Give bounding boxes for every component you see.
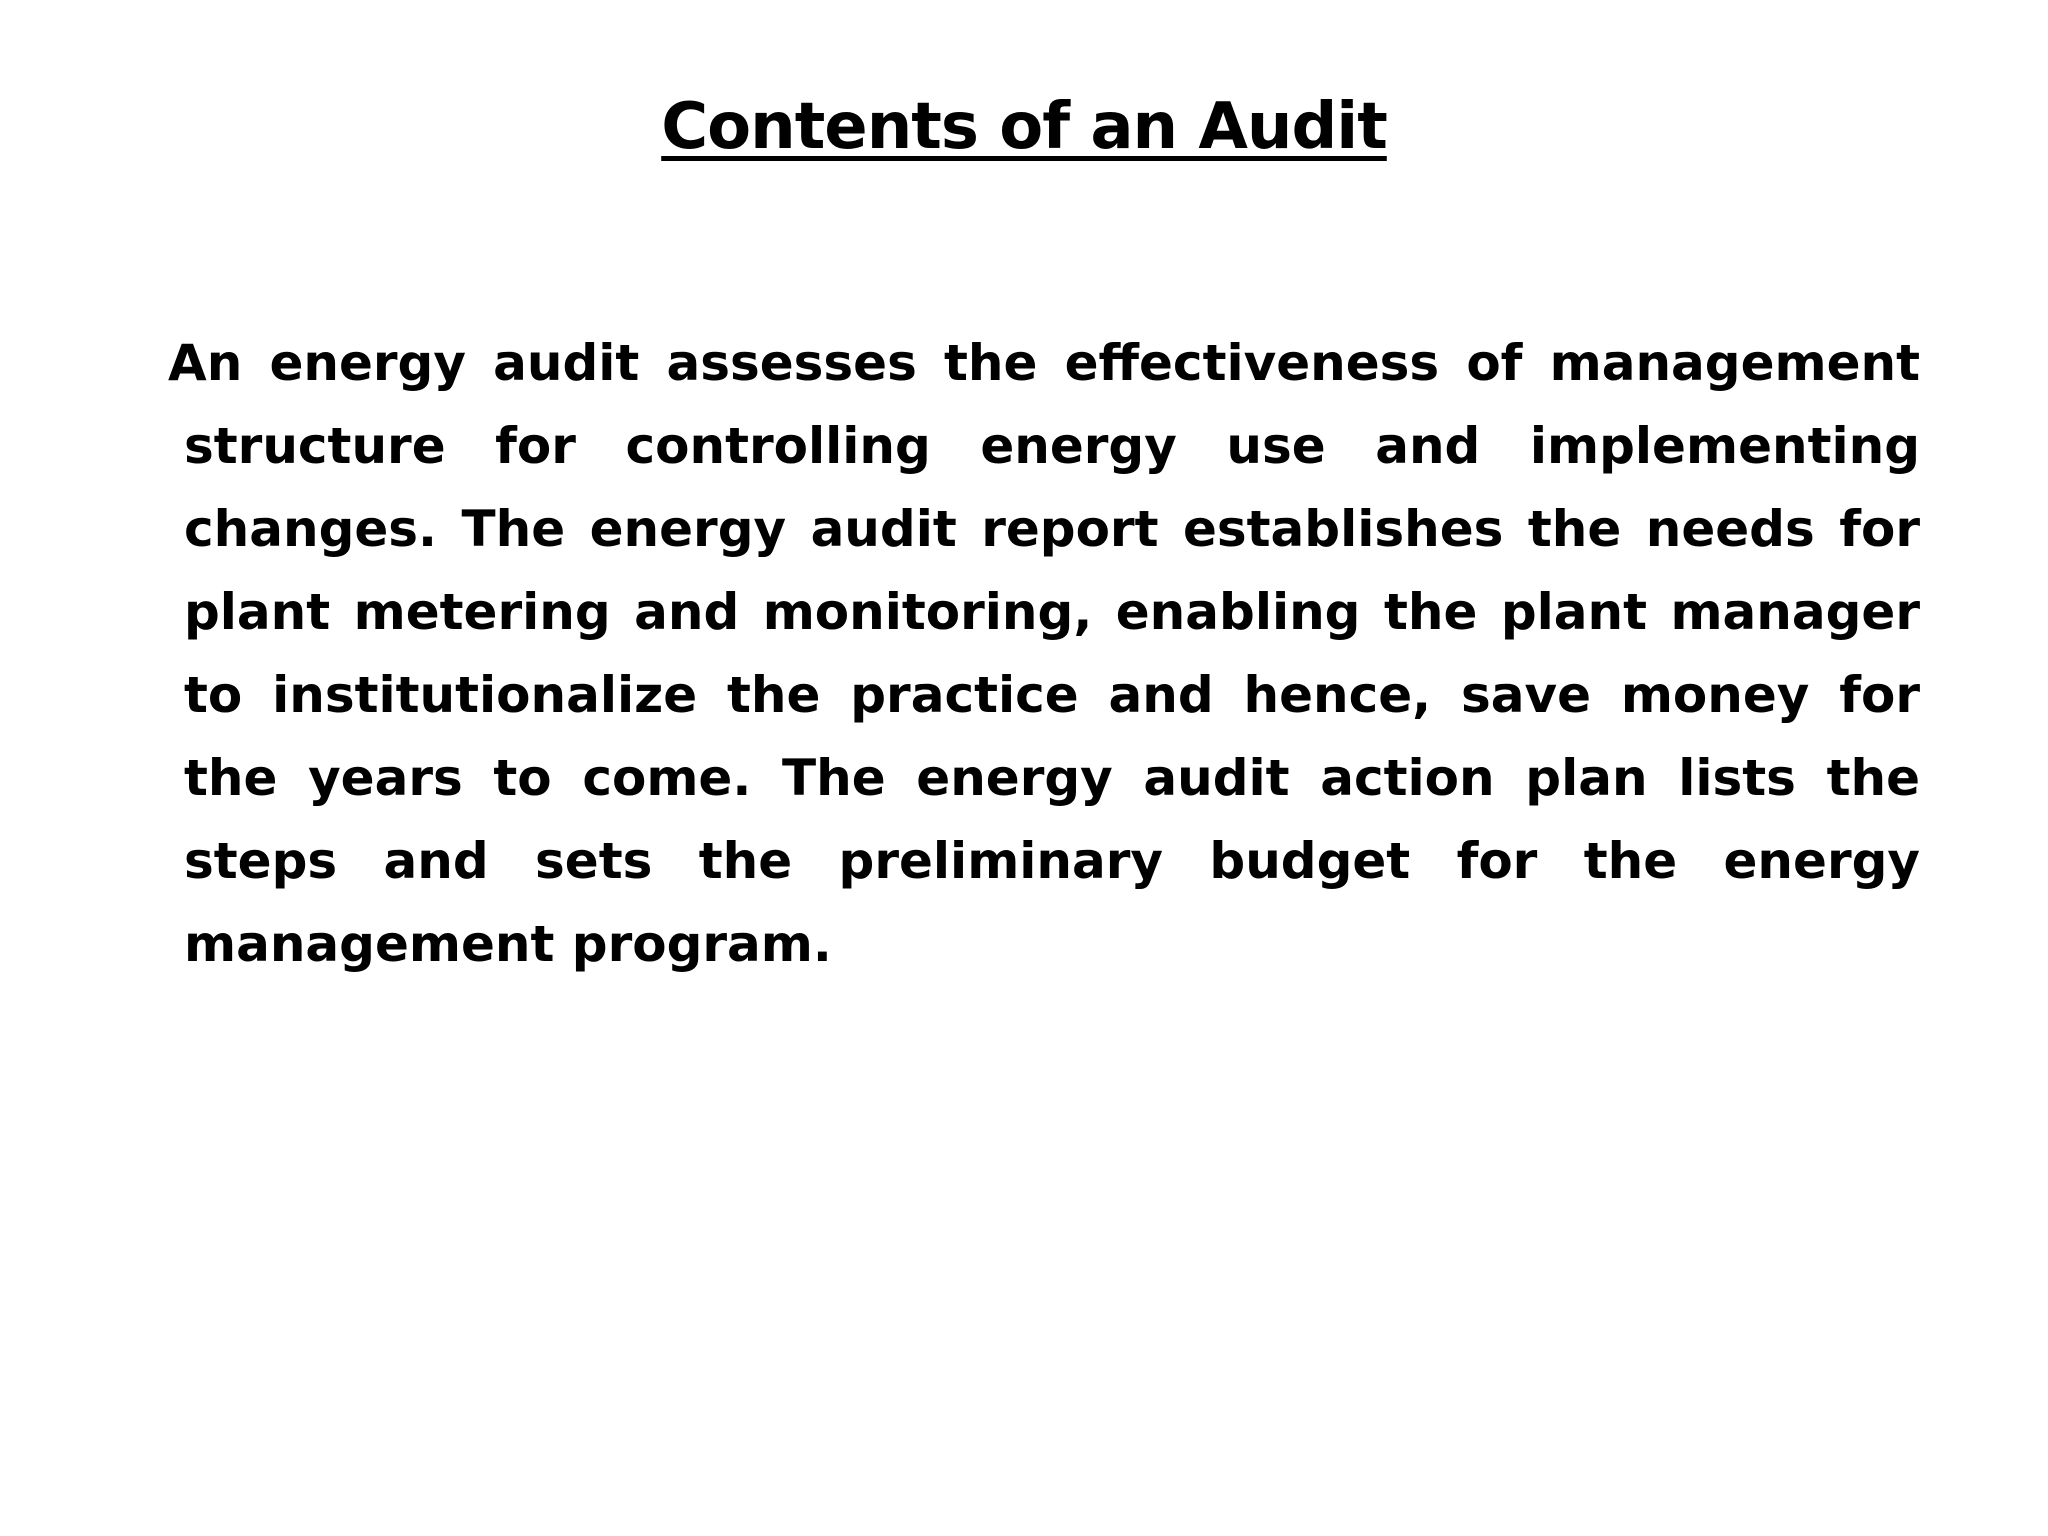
paragraph-line: steps and sets the preliminary budget for the energy: [184, 832, 1920, 890]
paragraph-line: changes. The energy audit report establishes the needs for: [184, 500, 1920, 558]
paragraph-line: structure for controlling energy use and implementing: [184, 417, 1920, 475]
paragraph-line: plant metering and monitoring, enabling the plant manager: [184, 583, 1920, 641]
paragraph-line: to institutionalize the practice and hence, save money for: [184, 666, 1920, 724]
body-paragraph: [168, 322, 1920, 986]
paragraph-line: the years to come. The energy audit action plan lists the: [184, 749, 1920, 807]
paragraph-line: management program.: [184, 915, 832, 973]
paragraph-line: An energy audit assesses the effectiveness of management: [168, 334, 1920, 392]
slide-title: Contents of an Audit: [661, 90, 1387, 164]
